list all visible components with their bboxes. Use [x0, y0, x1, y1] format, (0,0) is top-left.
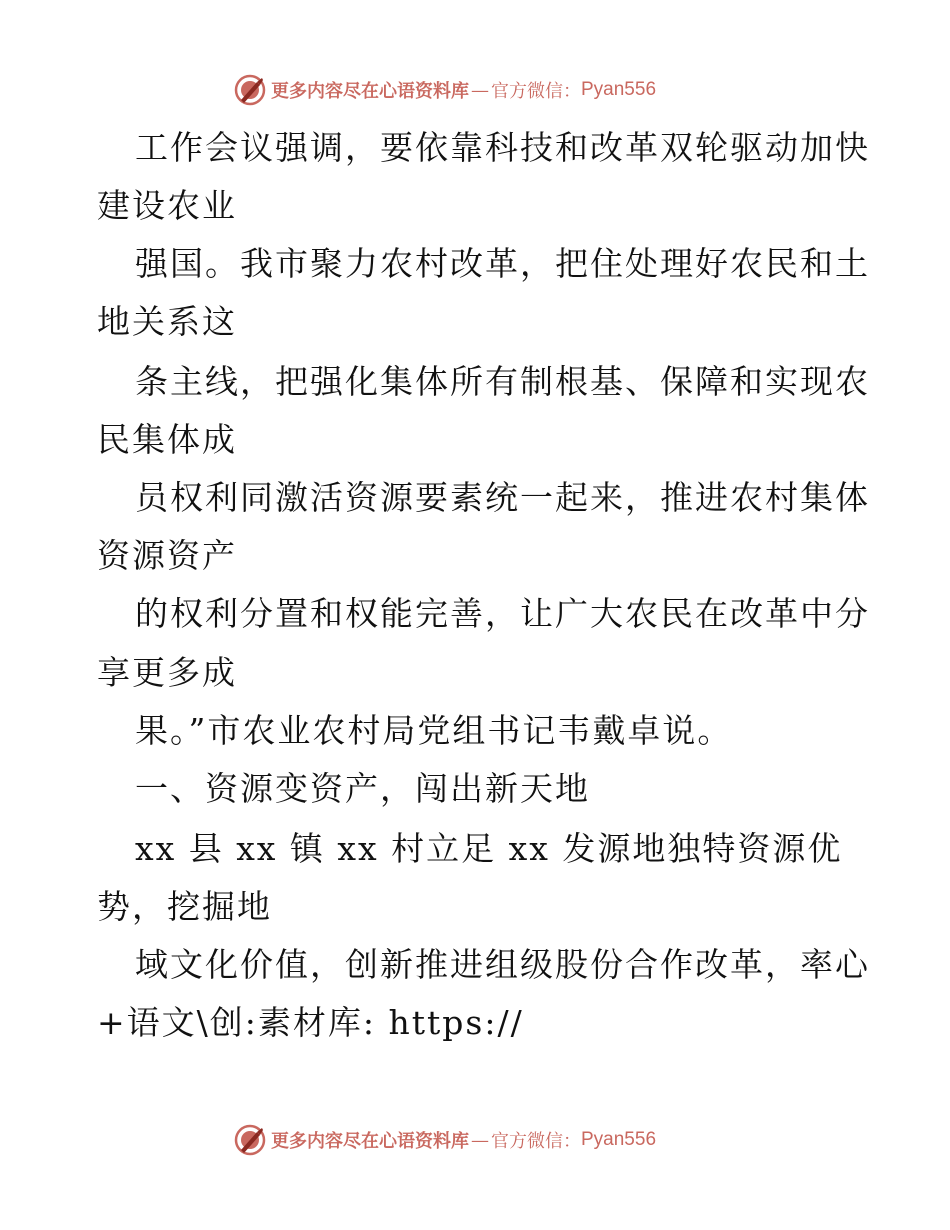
pen-logo-icon: [233, 73, 267, 107]
watermark-wechat-id: Pyan556: [581, 1129, 657, 1150]
body-line: 建设农业: [97, 186, 237, 225]
body-line: 条主线，把强化集体所有制根基、保障和实现农: [135, 362, 870, 401]
body-line: 域文化价值，创新推进组级股份合作改革，率心: [135, 945, 870, 984]
body-line: 资源资产: [97, 536, 237, 575]
watermark-separator: —: [471, 1129, 489, 1151]
body-line: 的权利分置和权能完善，让广大农民在改革中分: [135, 594, 870, 633]
watermark-wechat-id: Pyan556: [581, 79, 657, 100]
watermark-separator: —: [471, 79, 489, 101]
body-line: 享更多成: [97, 653, 237, 692]
watermark-wechat-label: 官方微信：: [491, 81, 581, 102]
pen-logo-icon: [233, 1123, 267, 1157]
body-line: 果。”市农业农村局党组书记韦戴卓说。: [135, 711, 733, 750]
body-line: 地关系这: [97, 302, 237, 341]
watermark-brand: 更多内容尽在心语资料库: [271, 81, 469, 102]
watermark-brand: 更多内容尽在心语资料库: [271, 1131, 469, 1152]
section-heading: 一、资源变资产，闯出新天地: [135, 769, 590, 808]
body-line: 强国。我市聚力农村改革，把住处理好农民和土: [135, 244, 870, 283]
body-line: xx 县 xx 镇 xx 村立足 xx 发源地独特资源优: [135, 829, 843, 868]
body-line-source: +语文\创:素材库: https://: [97, 1003, 524, 1042]
body-line: 工作会议强调，要依靠科技和改革双轮驱动加快: [135, 128, 870, 167]
body-line: 员权利同激活资源要素统一起来，推进农村集体: [135, 478, 870, 517]
watermark-wechat-label: 官方微信：: [491, 1131, 581, 1152]
watermark-footer: [233, 1122, 656, 1158]
watermark-header: [233, 72, 656, 108]
body-line: 民集体成: [97, 420, 237, 459]
body-line: 势，挖掘地: [97, 887, 272, 926]
